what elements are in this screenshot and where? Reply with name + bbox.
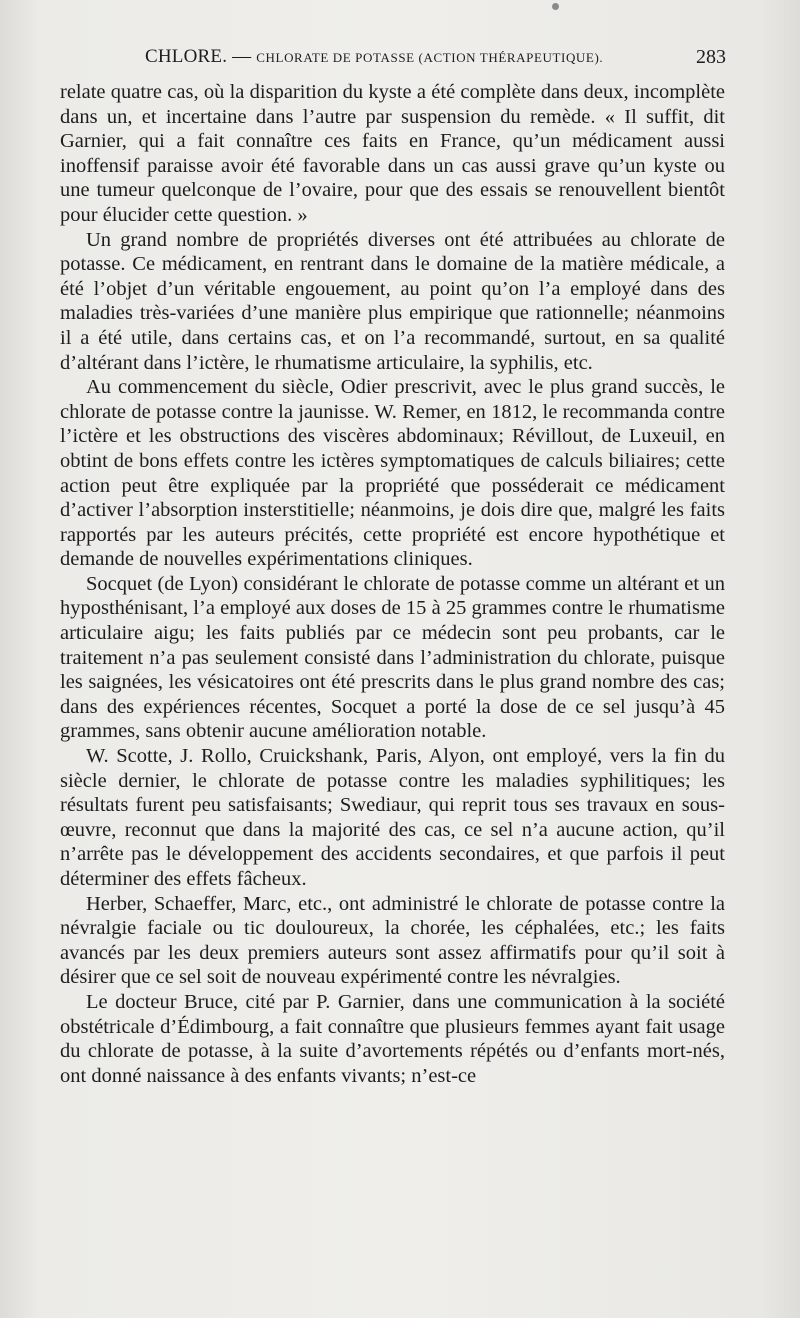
- running-title: [145, 46, 603, 68]
- paragraph: Un grand nombre de propriétés diverses ont été attribuées au chlorate de potasse. Ce médicament, en rentrant dans le domaine de la matière médicale, a été l’objet d’un véritable engouement, au point qu’on l’a employé dans des maladies très-variées d’une manière plus empirique que rationnelle; néanmoins il a été utile, dans certains cas, et on l’a recommandé, surtout, en sa qualité d’altérant dans l’ictère, le rhumatisme articulaire, la syphilis, etc.: [60, 228, 725, 374]
- paragraph: Le docteur Bruce, cité par P. Garnier, dans une communication à la société obstétricale d’Édimbourg, a fait connaître que plusieurs femmes ayant fait usage du chlorate de potasse, à la suite d’avortements répétés ou d’enfants mort-nés, ont donné naissance à des enfants vivants; n’est-ce: [60, 990, 725, 1087]
- chapter-title: CHLORE.: [145, 46, 228, 67]
- body-text: [60, 80, 725, 1088]
- page-number: 283: [696, 46, 726, 68]
- ink-spot: [552, 3, 559, 10]
- paragraph: Au commencement du siècle, Odier prescrivit, avec le plus grand succès, le chlorate de potasse contre la jaunisse. W. Remer, en 1812, le recommanda contre l’ictère et les obstructions des viscères abdominaux; Révillout, de Luxeuil, en obtint de bons effets contre les ictères symptomatiques de calculs biliaires; cette action peut être expliquée par la propriété que posséderait ce médicament d’activer l’absorption insterstitielle; néanmoins, je dois dire que, malgré les faits rapportés par les auteurs précités, cette propriété est encore hypothétique et demande de nouvelles expérimentations cliniques.: [60, 376, 725, 571]
- paragraph: W. Scotte, J. Rollo, Cruickshank, Paris, Alyon, ont employé, vers la fin du siècle dernier, le chlorate de potasse contre les maladies syphilitiques; les résultats furent peu satisfaisants; Swediaur, qui reprit tous ses travaux en sous-œuvre, reconnut que dans la majorité des cas, ce sel n’a aucune action, qu’il n’arrête pas le développement des accidents secondaires, et que parfois il peut déterminer des effets fâcheux.: [60, 745, 725, 890]
- paragraph: Socquet (de Lyon) considérant le chlorate de potasse comme un altérant et un hyposthénisant, l’a employé aux doses de 15 à 25 grammes contre le rhumatisme articulaire aigu; les faits publiés par ce médecin sont peu probants, car le traitement n’a pas seulement consisté dans l’administration du chlorate, puisque les saignées, les vésicatoires ont été prescrits dans le plus grand nombre des cas; dans des expériences récentes, Socquet a porté la dose de ce sel jusqu’à 45 grammes, sans obtenir aucune amélioration notable.: [60, 572, 725, 743]
- paragraph-continued: relate quatre cas, où la disparition du kyste a été complète dans deux, incomplète dans un, et incertaine dans l’autre par suspension du remède. « Il suffit, dit Garnier, qui a fait connaître ces faits en France, qu’un médicament aussi inoffensif paraisse avoir été favorable dans un cas aussi grave qu’un kyste ou une tumeur quelconque de l’ovaire, pour que des essais se renouvellent bientôt pour élucider cette question. »: [60, 81, 725, 226]
- paragraph: Herber, Schaeffer, Marc, etc., ont administré le chlorate de potasse contre la névralgie faciale ou tic douloureux, la chorée, les céphalées, etc.; les faits avancés par les deux premiers auteurs sont assez affirmatifs pour qu’il soit à désirer que ce sel soit de nouveau expérimenté contre les névralgies.: [60, 892, 725, 989]
- running-head: [60, 46, 730, 72]
- section-title: CHLORATE DE POTASSE (ACTION THÉRAPEUTIQUE).: [256, 50, 604, 65]
- title-dash: —: [232, 46, 252, 67]
